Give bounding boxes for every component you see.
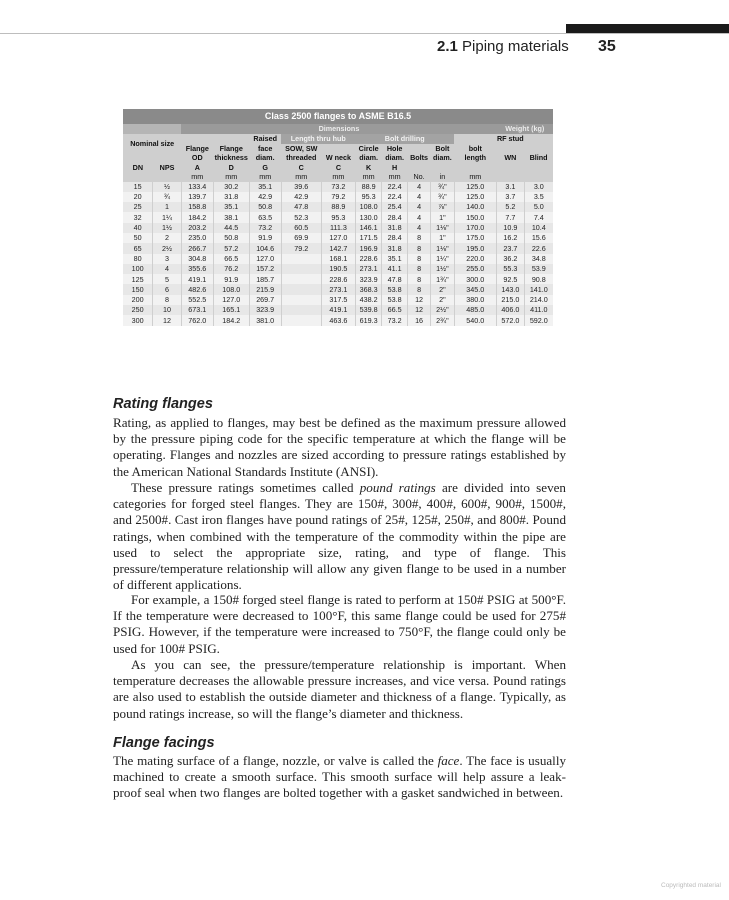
table-row	[123, 212, 553, 222]
cell-c2: 88.9	[321, 202, 355, 212]
cell-wn: 143.0	[497, 284, 525, 294]
cell-blind: 90.8	[524, 274, 553, 284]
cell-blind: 141.0	[524, 284, 553, 294]
cell-g: 73.2	[249, 223, 281, 233]
cell-c2: 419.1	[321, 305, 355, 315]
cell-dn: 65	[123, 243, 153, 253]
col-c2: C	[321, 163, 355, 173]
group-dimensions: Dimensions	[181, 124, 496, 134]
cell-c1: 60.5	[281, 223, 321, 233]
cell-g: 127.0	[249, 254, 281, 264]
cell-blind: 22.6	[524, 243, 553, 253]
cell-c1	[281, 295, 321, 305]
cell-h: 66.5	[382, 305, 407, 315]
table-row	[123, 182, 553, 192]
cell-dn: 125	[123, 274, 153, 284]
table-row	[123, 202, 553, 212]
cell-c1	[281, 264, 321, 274]
cell-bolts: 8	[407, 264, 430, 274]
cell-g: 215.9	[249, 284, 281, 294]
cell-c1: 69.9	[281, 233, 321, 243]
cell-c1	[281, 284, 321, 294]
cell-wn: 3.1	[497, 182, 525, 192]
cell-a: 304.8	[181, 254, 213, 264]
cell-d: 66.5	[213, 254, 249, 264]
cell-k: 196.9	[355, 243, 382, 253]
col-c1: C	[281, 163, 321, 173]
cell-k: 368.3	[355, 284, 382, 294]
cell-c2: 111.3	[321, 223, 355, 233]
col-nps: NPS	[153, 163, 182, 173]
cell-k: 146.1	[355, 223, 382, 233]
cell-c2: 73.2	[321, 182, 355, 192]
cell-blind: 7.4	[524, 212, 553, 222]
cell-dn: 15	[123, 182, 153, 192]
heading-rating-flanges: Rating flanges	[113, 396, 213, 412]
table-row	[123, 243, 553, 253]
cell-h: 53.8	[382, 295, 407, 305]
cell-k: 438.2	[355, 295, 382, 305]
cell-blind: 3.5	[524, 192, 553, 202]
unit-mm: mm	[281, 172, 321, 182]
table-row	[123, 233, 553, 243]
cell-g: 91.9	[249, 233, 281, 243]
cell-bolts: 4	[407, 202, 430, 212]
cell-blind: 34.8	[524, 254, 553, 264]
col-g: G	[249, 163, 281, 173]
cell-bd: 2½"	[431, 305, 454, 315]
cell-dn: 32	[123, 212, 153, 222]
col-blank-bd-2	[431, 163, 454, 173]
header-rule	[0, 33, 729, 34]
cell-k: 539.8	[355, 305, 382, 315]
cell-blind: 5.0	[524, 202, 553, 212]
cell-c2: 463.6	[321, 315, 355, 325]
col-diam-h: diam.	[382, 153, 407, 163]
cell-h: 47.8	[382, 274, 407, 284]
rating-p2-text: These pressure ratings sometimes called	[131, 480, 360, 495]
cell-len: 170.0	[454, 223, 496, 233]
col-flange-od-1: Flange	[181, 144, 213, 154]
cell-h: 31.8	[382, 243, 407, 253]
cell-bolts: 8	[407, 284, 430, 294]
cell-blind: 3.0	[524, 182, 553, 192]
cell-bolts: 16	[407, 315, 430, 325]
cell-bd: 1"	[431, 233, 454, 243]
cell-h: 53.8	[382, 284, 407, 294]
col-a: A	[181, 163, 213, 173]
copyright-watermark: Copyrighted material	[661, 882, 721, 889]
cell-a: 673.1	[181, 305, 213, 315]
cell-c1: 52.3	[281, 212, 321, 222]
cell-c1: 79.2	[281, 243, 321, 253]
cell-bd: 1"	[431, 212, 454, 222]
cell-g: 185.7	[249, 274, 281, 284]
cell-bd: 1¼"	[431, 254, 454, 264]
cell-bolts: 12	[407, 295, 430, 305]
cell-nps: 2	[153, 233, 182, 243]
cell-len: 540.0	[454, 315, 496, 325]
cell-k: 171.5	[355, 233, 382, 243]
cell-blind: 592.0	[524, 315, 553, 325]
length-thru-hub-header: Length thru hub	[281, 134, 355, 144]
col-bolt2: bolt	[454, 144, 496, 154]
table-title: Class 2500 flanges to ASME B16.5	[123, 109, 553, 124]
rating-paragraph-3: For example, a 150# forged steel flange is rated to perform at 150# PSIG at 500°F. If the temperature were decreased to 100°F, this same flange could be used for 275# PSIG. However, if the temperature were increased to 750°F, the flange could only be used for 100# PSIG.	[113, 592, 566, 656]
cell-bolts: 8	[407, 254, 430, 264]
cell-c1: 47.8	[281, 202, 321, 212]
unit-mm: mm	[249, 172, 281, 182]
table-row	[123, 192, 553, 202]
table-row	[123, 274, 553, 284]
cell-bd: 1⅛"	[431, 243, 454, 253]
col-blank-wneck	[321, 144, 355, 154]
cell-nps: ½	[153, 182, 182, 192]
col-blank-bolts-2	[407, 163, 430, 173]
col-w-neck: W neck	[321, 153, 355, 163]
col-blind: Blind	[524, 153, 553, 163]
cell-d: 50.8	[213, 233, 249, 243]
rating-paragraph-4: As you can see, the pressure/temperature relationship is important. When temperature decreases the allowable pressure increases, and vice versa. Pound ratings are also used to establish the outside diameter and thickness of a flange. Typically, as pound ratings increase, so will the flange’s diameter and thickness.	[113, 657, 566, 721]
cell-c2: 228.6	[321, 274, 355, 284]
cell-k: 619.3	[355, 315, 382, 325]
cell-bd: ⅞"	[431, 202, 454, 212]
section-title: Piping materials	[462, 38, 569, 55]
cell-k: 130.0	[355, 212, 382, 222]
facings-p1-emphasis: face	[437, 753, 460, 768]
table-row	[123, 264, 553, 274]
unit-mm: mm	[181, 172, 213, 182]
cell-len: 220.0	[454, 254, 496, 264]
cell-a: 482.6	[181, 284, 213, 294]
cell-nps: 12	[153, 315, 182, 325]
rating-p2-emphasis: pound ratings	[359, 480, 436, 495]
cell-bd: 2"	[431, 284, 454, 294]
col-length: length	[454, 153, 496, 163]
cell-blind: 214.0	[524, 295, 553, 305]
cell-nps: 1¼	[153, 212, 182, 222]
col-blank-nps	[153, 153, 182, 163]
cell-c2: 273.1	[321, 284, 355, 294]
unit-mm: mm	[321, 172, 355, 182]
cell-g: 323.9	[249, 305, 281, 315]
unit-blank-4	[524, 172, 553, 182]
cell-nps: 3	[153, 254, 182, 264]
table-row	[123, 254, 553, 264]
cell-a: 419.1	[181, 274, 213, 284]
col-blank-bolts	[407, 144, 430, 154]
cell-k: 95.3	[355, 192, 382, 202]
cell-len: 125.0	[454, 182, 496, 192]
facings-paragraph-1	[113, 753, 566, 802]
col-blank-blind-2	[524, 163, 553, 173]
raised-header: Raised	[249, 134, 281, 144]
cell-bolts: 8	[407, 243, 430, 253]
running-header	[437, 38, 569, 55]
cell-bd: ¾"	[431, 192, 454, 202]
cell-c2: 142.7	[321, 243, 355, 253]
cell-k: 273.1	[355, 264, 382, 274]
hdr-blank-w	[524, 134, 553, 144]
cell-a: 762.0	[181, 315, 213, 325]
unit-mm: mm	[213, 172, 249, 182]
col-hole: Hole	[382, 144, 407, 154]
cell-len: 345.0	[454, 284, 496, 294]
cell-blind: 411.0	[524, 305, 553, 315]
cell-a: 133.4	[181, 182, 213, 192]
cell-dn: 50	[123, 233, 153, 243]
cell-len: 300.0	[454, 274, 496, 284]
cell-g: 157.2	[249, 264, 281, 274]
cell-nps: 1½	[153, 223, 182, 233]
rating-paragraph-2	[113, 480, 566, 593]
cell-blind: 53.9	[524, 264, 553, 274]
cell-c2: 168.1	[321, 254, 355, 264]
cell-bd: 1¾"	[431, 274, 454, 284]
cell-k: 88.9	[355, 182, 382, 192]
cell-dn: 100	[123, 264, 153, 274]
cell-a: 355.6	[181, 264, 213, 274]
cell-wn: 572.0	[497, 315, 525, 325]
cell-dn: 250	[123, 305, 153, 315]
col-blank-blind	[524, 144, 553, 154]
cell-len: 485.0	[454, 305, 496, 315]
cell-bolts: 4	[407, 212, 430, 222]
rating-paragraph-1: Rating, as applied to flanges, may best be defined as the maximum pressure allowed by the pressure piping code for the specific temperature at which the flange will be operating. Flanges and nozzles are sized according to pressure ratings established by the American National Standards Institute (ANSI).	[113, 415, 566, 479]
cell-d: 31.8	[213, 192, 249, 202]
cell-c1	[281, 254, 321, 264]
cell-bolts: 8	[407, 274, 430, 284]
cell-wn: 406.0	[497, 305, 525, 315]
col-blank-len-2	[454, 163, 496, 173]
flange-table	[123, 109, 553, 326]
cell-c1: 42.9	[281, 192, 321, 202]
cell-d: 38.1	[213, 212, 249, 222]
table-body	[123, 182, 553, 326]
facings-p1-text: The mating surface of a flange, nozzle, or valve is called the	[113, 753, 438, 768]
col-wn: WN	[497, 153, 525, 163]
cell-h: 28.4	[382, 233, 407, 243]
unit-mm: mm	[382, 172, 407, 182]
cell-nps: 2½	[153, 243, 182, 253]
cell-d: 127.0	[213, 295, 249, 305]
cell-bd: ¾"	[431, 182, 454, 192]
cell-g: 269.7	[249, 295, 281, 305]
cell-wn: 7.7	[497, 212, 525, 222]
cell-nps: 8	[153, 295, 182, 305]
flange-table-wrapper	[123, 109, 553, 326]
hdr-blank-bd	[454, 134, 496, 144]
hdr-blank-d	[213, 134, 249, 144]
cell-dn: 300	[123, 315, 153, 325]
cell-h: 22.4	[382, 182, 407, 192]
section-number: 2.1	[437, 38, 458, 55]
cell-wn: 23.7	[497, 243, 525, 253]
cell-c2: 95.3	[321, 212, 355, 222]
col-h: H	[382, 163, 407, 173]
cell-d: 44.5	[213, 223, 249, 233]
cell-c2: 317.5	[321, 295, 355, 305]
unit-mm: mm	[454, 172, 496, 182]
cell-c1: 39.6	[281, 182, 321, 192]
col-circle: Circle	[355, 144, 382, 154]
unit-in: in	[431, 172, 454, 182]
cell-g: 381.0	[249, 315, 281, 325]
col-face: face	[249, 144, 281, 154]
cell-d: 91.9	[213, 274, 249, 284]
col-sow-sw: SOW, SW	[281, 144, 321, 154]
cell-c2: 127.0	[321, 233, 355, 243]
rating-p2-text-rest: are divided into seven categories for forged steel flanges. They are 150#, 300#, 400#, 600#, 900#, 1500#, and 2500#. Cast iron flanges have pound ratings of 25#, 125#, 250#, and 800#. Pound ratings, when combined with the temperature of the commodity within the pipe are used to select the appropriate size, rating, and type of flange. This pressure/temperature relationship will allow any given flange to be used in a number of different applications.	[113, 480, 566, 593]
cell-a: 203.2	[181, 223, 213, 233]
cell-bolts: 12	[407, 305, 430, 315]
group-empty	[123, 124, 181, 134]
cell-c2: 190.5	[321, 264, 355, 274]
col-bolt: Bolt	[431, 144, 454, 154]
cell-g: 63.5	[249, 212, 281, 222]
col-diam-g: diam.	[249, 153, 281, 163]
cell-c1	[281, 274, 321, 284]
unit-blank-2	[153, 172, 182, 182]
col-thickness: thickness	[214, 153, 248, 162]
cell-h: 22.4	[382, 192, 407, 202]
cell-d: 108.0	[213, 284, 249, 294]
cell-d: 184.2	[213, 315, 249, 325]
cell-a: 184.2	[181, 212, 213, 222]
table-row	[123, 315, 553, 325]
cell-blind: 15.6	[524, 233, 553, 243]
unit-blank-1	[123, 172, 153, 182]
cell-k: 323.9	[355, 274, 382, 284]
cell-a: 552.5	[181, 295, 213, 305]
cell-nps: ¾	[153, 192, 182, 202]
cell-dn: 80	[123, 254, 153, 264]
cell-h: 28.4	[382, 212, 407, 222]
cell-h: 73.2	[382, 315, 407, 325]
col-blank-wn	[497, 144, 525, 154]
cell-dn: 40	[123, 223, 153, 233]
cell-g: 50.8	[249, 202, 281, 212]
cell-bd: 2"	[431, 295, 454, 305]
col-bolts: Bolts	[407, 153, 430, 163]
col-od: OD	[181, 153, 213, 163]
cell-len: 150.0	[454, 212, 496, 222]
cell-a: 266.7	[181, 243, 213, 253]
cell-bolts: 4	[407, 192, 430, 202]
table-row	[123, 223, 553, 233]
cell-c1	[281, 315, 321, 325]
col-threaded: threaded	[281, 153, 321, 163]
col-diam-k: diam.	[355, 153, 382, 163]
cell-nps: 4	[153, 264, 182, 274]
rf-stud-header: RF stud	[496, 134, 524, 143]
page-number: 35	[598, 38, 616, 55]
col-d: D	[213, 163, 249, 173]
unit-no: No.	[407, 172, 430, 182]
cell-wn: 92.5	[497, 274, 525, 284]
cell-bd: 2¾"	[431, 315, 454, 325]
cell-d: 35.1	[213, 202, 249, 212]
cell-a: 158.8	[181, 202, 213, 212]
cell-dn: 150	[123, 284, 153, 294]
cell-wn: 215.0	[497, 295, 525, 305]
cell-wn: 10.9	[497, 223, 525, 233]
cell-nps: 6	[153, 284, 182, 294]
cell-nps: 10	[153, 305, 182, 315]
cell-wn: 3.7	[497, 192, 525, 202]
cell-h: 41.1	[382, 264, 407, 274]
cell-c1	[281, 305, 321, 315]
cell-d: 57.2	[213, 243, 249, 253]
cell-h: 31.8	[382, 223, 407, 233]
cell-bolts: 4	[407, 182, 430, 192]
cell-bolts: 4	[407, 223, 430, 233]
cell-c2: 79.2	[321, 192, 355, 202]
col-blank-wn-2	[497, 163, 525, 173]
cell-len: 380.0	[454, 295, 496, 305]
cell-dn: 25	[123, 202, 153, 212]
col-k: K	[355, 163, 382, 173]
cell-len: 175.0	[454, 233, 496, 243]
unit-blank-3	[497, 172, 525, 182]
table-row	[123, 305, 553, 315]
cell-dn: 20	[123, 192, 153, 202]
cell-wn: 36.2	[497, 254, 525, 264]
cell-d: 165.1	[213, 305, 249, 315]
cell-h: 25.4	[382, 202, 407, 212]
cell-a: 235.0	[181, 233, 213, 243]
cell-len: 125.0	[454, 192, 496, 202]
unit-mm: mm	[355, 172, 382, 182]
col-flange-thk-1: Flange	[213, 144, 249, 154]
col-blank-dn	[123, 153, 153, 163]
hdr-blank-a	[181, 134, 213, 144]
cell-d: 30.2	[213, 182, 249, 192]
cell-wn: 55.3	[497, 264, 525, 274]
cell-len: 255.0	[454, 264, 496, 274]
cell-bolts: 8	[407, 233, 430, 243]
group-weight: Weight (kg)	[497, 124, 553, 134]
cell-g: 42.9	[249, 192, 281, 202]
cell-k: 108.0	[355, 202, 382, 212]
col-dn: DN	[123, 163, 153, 173]
cell-g: 104.6	[249, 243, 281, 253]
cell-blind: 10.4	[524, 223, 553, 233]
cell-nps: 1	[153, 202, 182, 212]
nominal-size-header: Nominal size	[123, 134, 181, 153]
table-row	[123, 284, 553, 294]
cell-a: 139.7	[181, 192, 213, 202]
cell-k: 228.6	[355, 254, 382, 264]
cell-wn: 5.2	[497, 202, 525, 212]
cell-bd: 1⅛"	[431, 223, 454, 233]
cell-dn: 200	[123, 295, 153, 305]
bolt-drilling-header: Bolt drilling	[355, 134, 454, 144]
heading-flange-facings: Flange facings	[113, 735, 215, 751]
cell-g: 35.1	[249, 182, 281, 192]
cell-d: 76.2	[213, 264, 249, 274]
cell-len: 195.0	[454, 243, 496, 253]
cell-bd: 1½"	[431, 264, 454, 274]
facings-p1-text-rest: . The face is usually machined to create a smooth surface. This smooth surface will help assure a leak-proof seal when two flanges are bolted together with a gasket sandwiched in between.	[113, 753, 566, 801]
table-row	[123, 295, 553, 305]
cell-wn: 16.2	[497, 233, 525, 243]
cell-len: 140.0	[454, 202, 496, 212]
cell-h: 35.1	[382, 254, 407, 264]
col-diam-bolt: diam.	[431, 153, 454, 163]
cell-nps: 5	[153, 274, 182, 284]
